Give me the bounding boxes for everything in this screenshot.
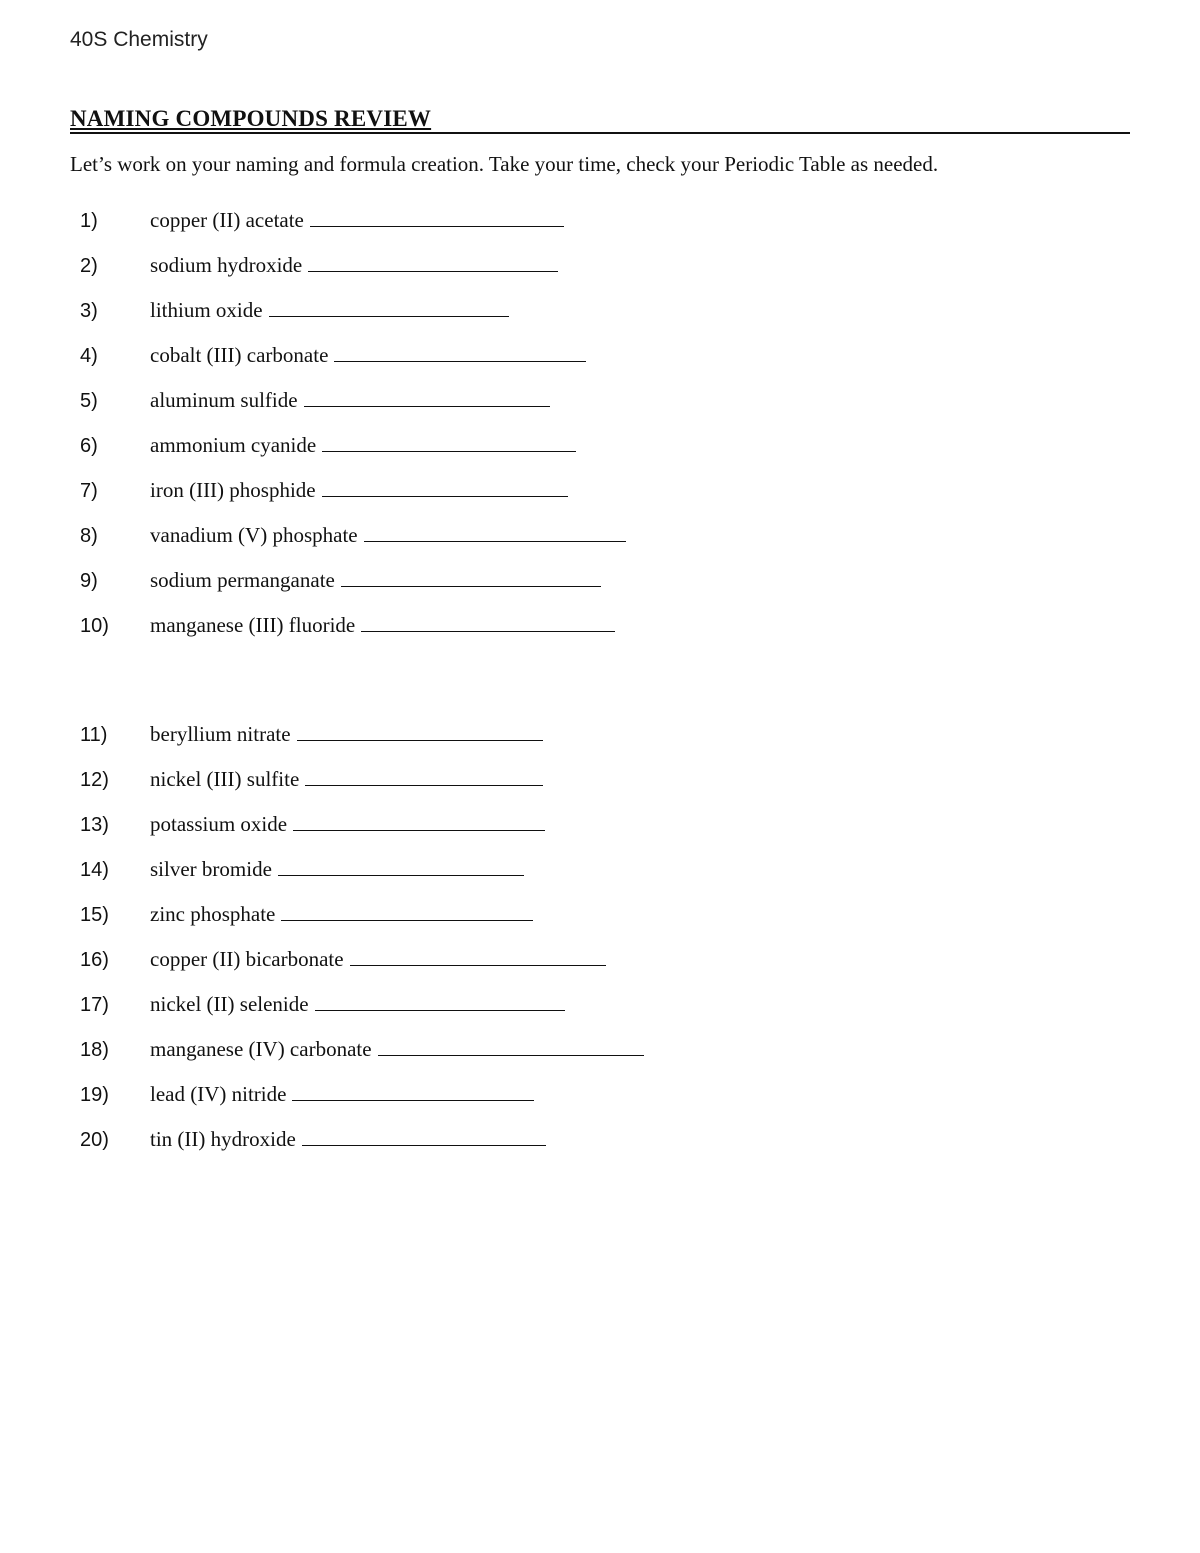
answer-blank[interactable] [308,251,558,272]
question-number: 17) [80,994,109,1016]
compound-name: aluminum sulfide [150,388,298,412]
compound-name: potassium oxide [150,812,288,836]
compound-name: ammonium cyanide [150,433,317,457]
answer-blank[interactable] [305,765,543,786]
question-number: 5) [80,390,98,412]
answer-blank[interactable] [350,945,606,966]
question-number: 7) [80,480,98,502]
question-item [80,810,545,840]
compound-name: copper (II) bicarbonate [150,947,344,971]
question-number: 10) [80,615,109,637]
answer-blank[interactable] [269,296,509,317]
question-number: 1) [80,210,98,232]
answer-blank[interactable] [304,386,550,407]
question-number: 3) [80,300,98,322]
question-item [80,855,524,885]
compound-name: nickel (II) selenide [150,992,309,1016]
answer-blank[interactable] [292,1080,534,1101]
question-number: 19) [80,1084,109,1106]
question-item [80,765,543,795]
question-item [80,521,626,551]
question-item [80,1035,644,1065]
question-number: 13) [80,814,109,836]
question-item [80,341,586,371]
answer-blank[interactable] [322,431,576,452]
compound-name: manganese (IV) carbonate [150,1037,372,1061]
question-item [80,990,565,1020]
instructions: Let’s work on your naming and formula creation. Take your time, check your Periodic Table as needed. [70,152,939,176]
question-item [80,296,509,326]
answer-blank[interactable] [322,476,568,497]
answer-blank[interactable] [293,810,545,831]
answer-blank[interactable] [364,521,626,542]
question-item [80,1125,546,1155]
course-header: 40S Chemistry [70,28,208,51]
answer-blank[interactable] [315,990,565,1011]
question-item [80,900,533,930]
question-item [80,386,550,416]
answer-blank[interactable] [278,855,524,876]
compound-name: manganese (III) fluoride [150,613,356,637]
compound-name: silver bromide [150,857,272,881]
question-number: 4) [80,345,98,367]
answer-blank[interactable] [310,206,564,227]
question-number: 14) [80,859,109,881]
answer-blank[interactable] [378,1035,644,1056]
question-item [80,431,576,461]
question-item [80,566,601,596]
question-item [80,206,564,236]
question-item [80,476,568,506]
compound-name: lithium oxide [150,298,263,322]
compound-name: zinc phosphate [150,902,276,926]
compound-name: cobalt (III) carbonate [150,343,329,367]
compound-name: vanadium (V) phosphate [150,523,358,547]
answer-blank[interactable] [281,900,533,921]
compound-name: tin (II) hydroxide [150,1127,296,1151]
question-number: 11) [80,724,108,746]
question-number: 20) [80,1129,109,1151]
title-underline-row [70,106,1130,134]
question-number: 18) [80,1039,109,1061]
question-item [80,611,615,641]
compound-name: sodium permanganate [150,568,335,592]
question-item [80,720,543,750]
answer-blank[interactable] [297,720,543,741]
compound-name: lead (IV) nitride [150,1082,287,1106]
question-item [80,945,606,975]
question-number: 15) [80,904,109,926]
answer-blank[interactable] [302,1125,546,1146]
answer-blank[interactable] [361,611,615,632]
compound-name: iron (III) phosphide [150,478,316,502]
answer-blank[interactable] [341,566,601,587]
question-number: 12) [80,769,109,791]
compound-name: nickel (III) sulfite [150,767,300,791]
compound-name: beryllium nitrate [150,722,291,746]
question-item [80,1080,534,1110]
compound-name: copper (II) acetate [150,208,304,232]
question-number: 9) [80,570,98,592]
question-number: 6) [80,435,98,457]
question-number: 8) [80,525,98,547]
question-number: 16) [80,949,109,971]
question-number: 2) [80,255,98,277]
answer-blank[interactable] [334,341,586,362]
page-title: NAMING COMPOUNDS REVIEW [70,106,432,131]
compound-name: sodium hydroxide [150,253,303,277]
question-item [80,251,558,281]
